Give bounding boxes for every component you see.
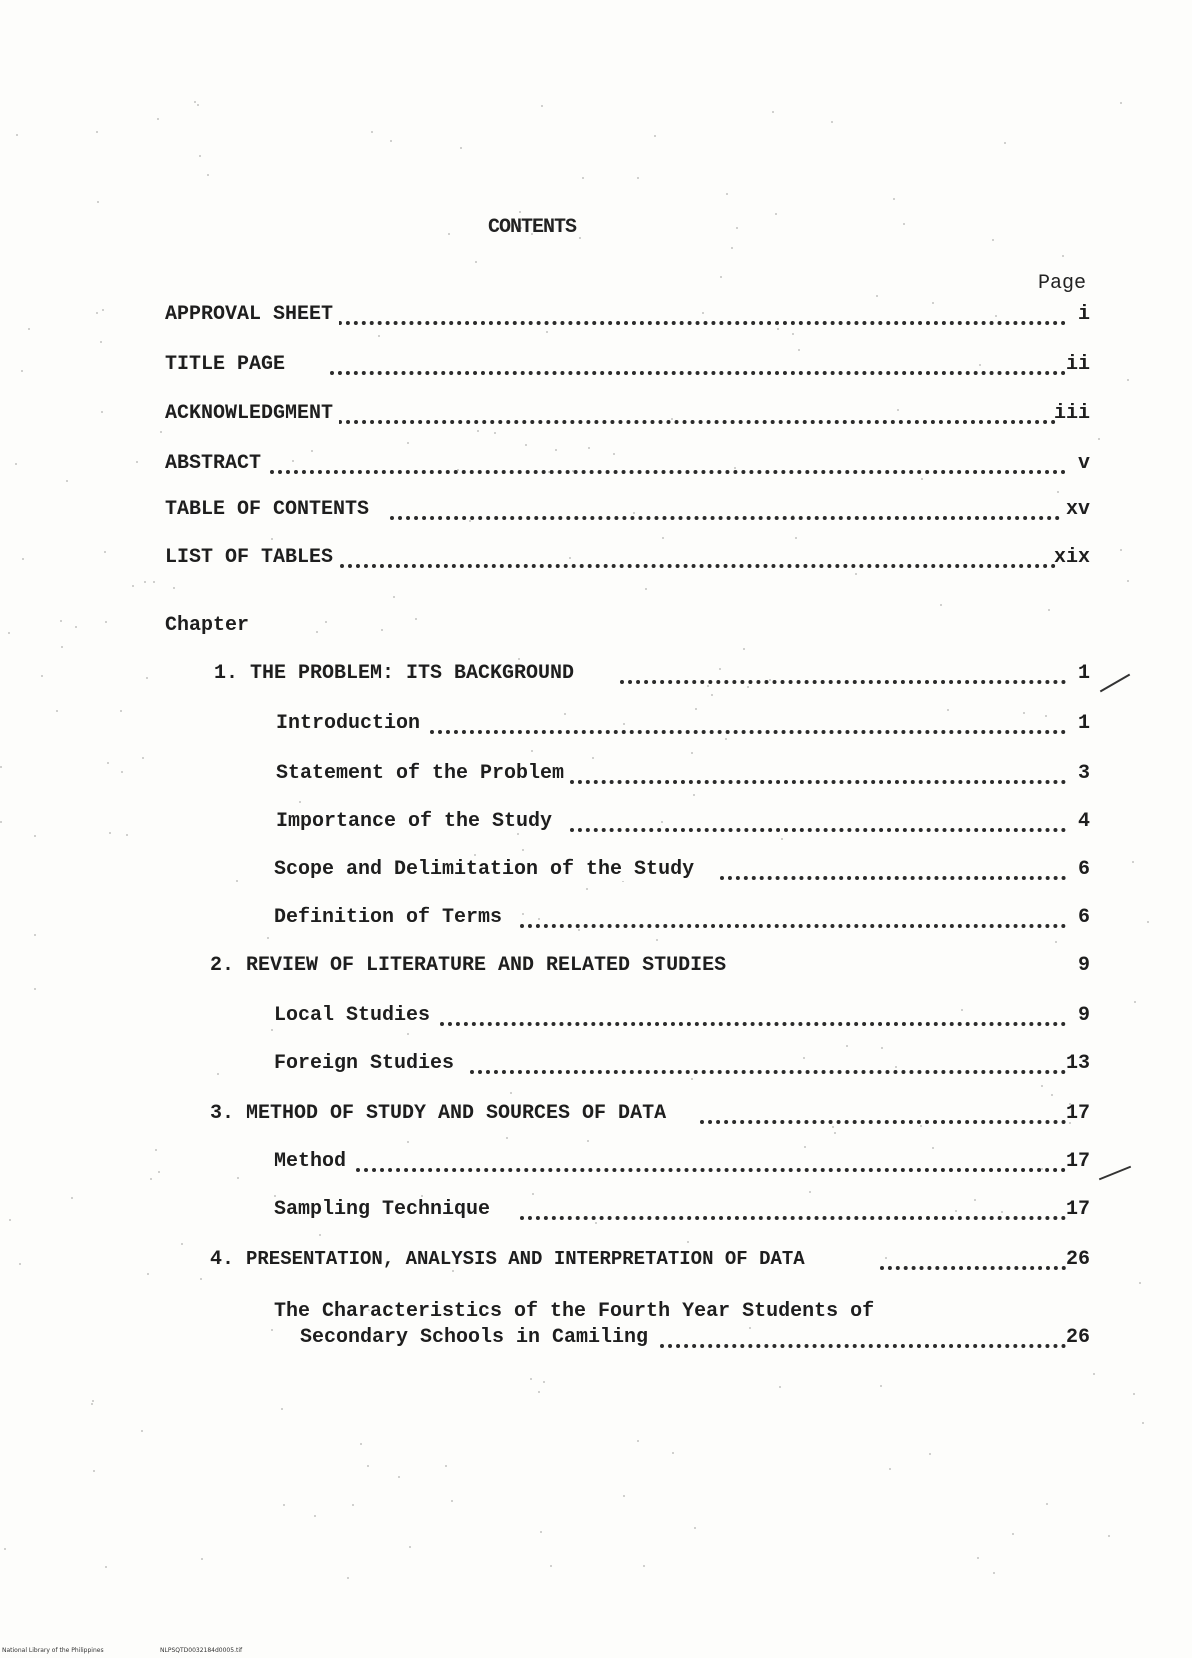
section-title: Local Studies [274, 1004, 436, 1027]
scan-speckle [587, 1140, 589, 1142]
toc-entry-title: LIST OF TABLES [165, 546, 339, 569]
scan-speckle [360, 1443, 362, 1445]
toc-section-method[interactable] [0, 1150, 1192, 1180]
scan-speckle [889, 1468, 891, 1470]
scan-speckle [779, 1386, 781, 1388]
dot-leader [440, 1016, 1066, 1026]
scan-speckle [720, 276, 722, 278]
chapter-title: METHOD OF STUDY AND SOURCES OF DATA [246, 1102, 672, 1125]
section-title: Introduction [276, 712, 426, 735]
scan-speckle [538, 1391, 540, 1393]
scan-speckle [199, 155, 201, 157]
section-title: Importance of the Study [276, 810, 558, 833]
scan-speckle [173, 587, 175, 589]
scan-speckle [460, 147, 462, 149]
scan-speckle [582, 177, 584, 179]
scan-speckle [687, 1241, 689, 1243]
section-title: Scope and Delimitation of the Study [274, 858, 700, 881]
scan-speckle [1098, 438, 1100, 440]
scan-speckle [409, 1546, 411, 1548]
scan-speckle [532, 1193, 534, 1195]
scan-speckle [530, 1378, 532, 1380]
scan-speckle [1041, 1085, 1043, 1087]
scan-speckle [132, 585, 134, 587]
section-title-line2: Secondary Schools in Camiling [300, 1326, 654, 1349]
scan-speckle [34, 988, 36, 990]
scan-speckle [1093, 1373, 1095, 1375]
scan-speckle [726, 193, 728, 195]
scan-speckle [144, 581, 146, 583]
dot-leader [570, 774, 1066, 784]
scan-speckle [775, 213, 777, 215]
scan-speckle [541, 105, 543, 107]
section-title-line1: The Characteristics of the Fourth Year Students of [274, 1300, 875, 1323]
toc-entry-page: i [1077, 303, 1090, 326]
toc-entry-title: TABLE OF CONTENTS [165, 498, 375, 521]
scan-speckle [415, 618, 417, 620]
toc-chapter-2[interactable] [0, 954, 1192, 984]
scan-speckle [267, 937, 269, 939]
toc-section-scope-and-delimitation[interactable] [0, 858, 1192, 888]
dot-leader [570, 822, 1066, 832]
dot-leader [700, 1114, 1066, 1124]
scan-speckle [792, 333, 794, 335]
chapter-title: REVIEW OF LITERATURE AND RELATED STUDIES [246, 954, 732, 977]
scan-speckle [381, 629, 383, 631]
scan-speckle [378, 335, 380, 337]
scan-speckle [371, 131, 373, 133]
scan-speckle [522, 849, 524, 851]
scan-speckle [200, 1278, 202, 1280]
scan-speckle [893, 198, 895, 200]
scan-speckle [645, 588, 647, 590]
dot-leader [880, 1260, 1066, 1270]
chapter-label: Chapter [165, 614, 250, 637]
dot-leader [660, 1338, 1066, 1348]
toc-entry-page: 4 [1077, 810, 1090, 833]
toc-entry-approval-sheet[interactable] [0, 303, 1192, 333]
scan-speckle [1057, 491, 1059, 493]
scan-speckle [731, 247, 733, 249]
scan-speckle [93, 1470, 95, 1472]
toc-entry-page: 9 [1077, 1004, 1090, 1027]
dot-leader [430, 724, 1066, 734]
scan-speckle [691, 752, 693, 754]
scan-speckle [1046, 1503, 1048, 1505]
toc-entry-page: 6 [1077, 906, 1090, 929]
scan-speckle [96, 131, 98, 133]
scan-speckle [157, 118, 159, 120]
scan-speckle [299, 801, 301, 803]
toc-entry-title: TITLE PAGE [165, 353, 291, 376]
toc-entry-page: 9 [1077, 954, 1090, 977]
scan-speckle [579, 237, 581, 239]
page-title: CONTENTS [488, 216, 577, 239]
page-column-label: Page [1038, 272, 1087, 295]
scan-speckle [451, 1500, 453, 1502]
scan-speckle [743, 648, 745, 650]
scan-speckle [61, 646, 63, 648]
scan-speckle [281, 1408, 283, 1410]
scan-speckle [194, 101, 196, 103]
scan-speckle [60, 620, 62, 622]
dot-leader [470, 1064, 1066, 1074]
dot-leader [760, 966, 1066, 976]
scan-speckle [736, 227, 738, 229]
scan-speckle [448, 233, 450, 235]
scan-speckle [421, 1195, 423, 1197]
toc-chapter-1[interactable] [0, 662, 1192, 692]
toc-entry-acknowledgment[interactable] [0, 402, 1192, 432]
scan-speckle [977, 1557, 979, 1559]
dot-leader [720, 870, 1066, 880]
scan-speckle [543, 1381, 545, 1383]
scan-speckle [92, 1400, 94, 1402]
scan-speckle [274, 1195, 276, 1197]
toc-entry-page: 1 [1077, 712, 1090, 735]
chapter-title: THE PROBLEM: ITS BACKGROUND [250, 662, 580, 685]
scan-speckle [804, 1146, 806, 1148]
scan-speckle [474, 854, 476, 856]
scan-speckle [1134, 1001, 1136, 1003]
scan-speckle [197, 104, 199, 106]
toc-entry-page: 17 [1065, 1150, 1090, 1173]
scan-speckle [637, 177, 639, 179]
chapter-number: 3. [210, 1102, 235, 1125]
scan-speckle [283, 1504, 285, 1506]
scan-speckle [932, 1147, 934, 1149]
toc-entry-page: 3 [1077, 762, 1090, 785]
scan-speckle [407, 1141, 409, 1143]
toc-section-introduction[interactable] [0, 712, 1192, 742]
scan-speckle [1142, 1422, 1144, 1424]
toc-section-importance-of-the-study[interactable] [0, 810, 1192, 840]
scan-speckle [1055, 941, 1057, 943]
scan-speckle [1004, 142, 1006, 144]
scan-speckle [8, 632, 10, 634]
dot-leader [520, 918, 1066, 928]
scan-speckle [1048, 609, 1050, 611]
scan-speckle [105, 1566, 107, 1568]
scan-speckle [445, 1465, 447, 1467]
chapter-number: 2. [210, 954, 235, 977]
scan-speckle [181, 1243, 183, 1245]
toc-entry-page: v [1077, 452, 1090, 475]
scan-speckle [352, 1504, 354, 1506]
toc-entry-page: 6 [1077, 858, 1090, 881]
scan-speckle [586, 888, 588, 890]
scan-speckle [207, 174, 209, 176]
scan-speckle [881, 1047, 883, 1049]
toc-entry-list-of-tables[interactable] [0, 546, 1192, 576]
toc-entry-abstract[interactable] [0, 452, 1192, 482]
toc-entry-page: 17 [1065, 1198, 1090, 1221]
dot-leader [270, 464, 1066, 474]
scan-speckle [105, 621, 107, 623]
scan-speckle [316, 631, 318, 633]
scan-speckle [531, 750, 533, 752]
scan-speckle [475, 261, 477, 263]
scan-speckle [588, 447, 590, 449]
scan-speckle [393, 596, 395, 598]
scan-speckle [637, 1440, 639, 1442]
scan-speckle [100, 341, 102, 343]
scan-speckle [153, 581, 155, 583]
scan-speckle [846, 1045, 848, 1047]
dot-leader [620, 674, 1066, 684]
scan-speckle [4, 1548, 6, 1550]
scan-speckle [592, 757, 594, 759]
scan-speckle [494, 432, 496, 434]
footer-filename: NLPSQTD0032184d0005.tif [160, 1647, 243, 1654]
section-title: Foreign Studies [274, 1052, 460, 1075]
scan-speckle [662, 537, 664, 539]
scan-speckle [314, 1515, 316, 1517]
dot-leader [520, 1210, 1066, 1220]
toc-entry-page: xix [1053, 546, 1090, 569]
dot-leader [330, 365, 1066, 375]
scan-speckle [992, 239, 994, 241]
toc-section-sampling-technique[interactable] [0, 1198, 1192, 1228]
scan-speckle [1012, 1533, 1014, 1535]
chapter-number: 1. [214, 662, 239, 685]
scan-speckle [880, 1385, 882, 1387]
scan-speckle [695, 708, 697, 710]
scan-speckle [903, 223, 905, 225]
footer-library: National Library of the Philippines [2, 1647, 104, 1654]
scan-speckle [809, 1191, 811, 1193]
scan-speckle [550, 1565, 552, 1567]
scan-speckle [654, 135, 656, 137]
scan-speckle [540, 1531, 542, 1533]
scan-speckle [271, 538, 273, 540]
scan-speckle [510, 1092, 512, 1094]
scan-speckle [831, 121, 833, 123]
scan-speckle [325, 621, 327, 623]
toc-entry-page: iii [1053, 402, 1090, 425]
scan-speckle [398, 1476, 400, 1478]
scan-speckle [201, 1558, 203, 1560]
toc-entry-page: 26 [1065, 1248, 1090, 1271]
scan-speckle [390, 140, 392, 142]
toc-chapter-4[interactable] [0, 1248, 1192, 1278]
toc-entry-title-page[interactable] [0, 353, 1192, 383]
scan-speckle [834, 1132, 836, 1134]
scan-speckle [772, 111, 774, 113]
scan-speckle [694, 1527, 696, 1529]
scan-speckle [555, 449, 557, 451]
scan-speckle [319, 1234, 321, 1236]
scan-speckle [798, 349, 800, 351]
scan-speckle [525, 444, 527, 446]
scan-speckle [1062, 255, 1064, 257]
chapter-number: 4. [210, 1248, 235, 1271]
toc-section-characteristics[interactable] [0, 1326, 1192, 1356]
scan-speckle [367, 1465, 369, 1467]
scan-speckle [1108, 1535, 1110, 1537]
scan-speckle [643, 1565, 645, 1567]
scan-speckle [993, 1572, 995, 1574]
scan-speckle [623, 1495, 625, 1497]
toc-section-local-studies[interactable] [0, 1004, 1192, 1034]
scan-speckle [407, 442, 409, 444]
section-title: Sampling Technique [274, 1198, 496, 1221]
dot-leader [390, 510, 1060, 520]
toc-section-statement-of-the-problem[interactable] [0, 762, 1192, 792]
scan-speckle [876, 295, 878, 297]
toc-entry-title: ACKNOWLEDGMENT [165, 402, 339, 425]
scan-speckle [795, 537, 797, 539]
section-title: Method [274, 1150, 352, 1173]
scan-speckle [929, 1453, 931, 1455]
toc-entry-page: ii [1065, 353, 1090, 376]
toc-section-foreign-studies[interactable] [0, 1052, 1192, 1082]
dot-leader [356, 1162, 1066, 1172]
scan-speckle [141, 1430, 143, 1432]
toc-entry-title: ABSTRACT [165, 452, 267, 475]
section-title: Definition of Terms [274, 906, 508, 929]
scan-speckle [518, 658, 520, 660]
scan-speckle [91, 1403, 93, 1405]
toc-entry-page: xv [1065, 498, 1090, 521]
toc-entry-table-of-contents[interactable] [0, 498, 1192, 528]
scan-speckle [1127, 580, 1129, 582]
scan-speckle [656, 939, 658, 941]
scan-speckle [1051, 1094, 1053, 1096]
dot-leader [330, 315, 1066, 325]
scan-speckle [711, 694, 713, 696]
dot-leader [340, 558, 1056, 568]
dot-leader [330, 414, 1056, 424]
toc-chapter-3[interactable] [0, 1102, 1192, 1132]
scan-speckle [672, 1452, 674, 1454]
toc-entry-page: 13 [1065, 1052, 1090, 1075]
scan-speckle [947, 709, 949, 711]
scan-speckle [347, 1577, 349, 1579]
scan-speckle [16, 134, 18, 136]
toc-entry-page: 17 [1065, 1102, 1090, 1125]
toc-entry-title: APPROVAL SHEET [165, 303, 339, 326]
scan-speckle [1133, 1393, 1135, 1395]
toc-entry-page: 1 [1077, 662, 1090, 685]
toc-entry-page: 26 [1065, 1326, 1090, 1349]
chapter-title: PRESENTATION, ANALYSIS AND INTERPRETATION OF DATA [246, 1248, 811, 1270]
scan-speckle [506, 1137, 508, 1139]
scan-speckle [1139, 1282, 1141, 1284]
scan-speckle [142, 757, 144, 759]
section-title: Statement of the Problem [276, 762, 570, 785]
scan-speckle [1120, 102, 1122, 104]
scan-speckle [97, 201, 99, 203]
toc-section-definition-of-terms[interactable] [0, 906, 1192, 936]
scan-speckle [75, 626, 77, 628]
scan-speckle [519, 211, 521, 213]
scan-speckle [693, 794, 695, 796]
scan-speckle [940, 604, 942, 606]
